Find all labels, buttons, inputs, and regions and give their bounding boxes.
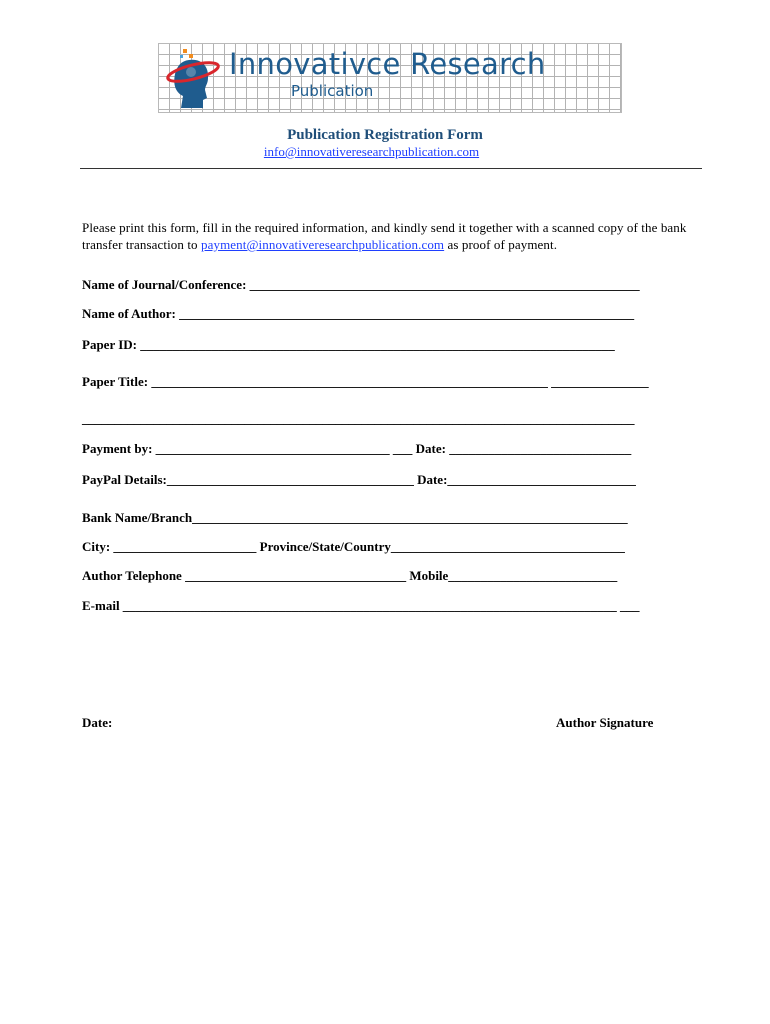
page-title: Publication Registration Form xyxy=(287,127,483,143)
city-province-field[interactable]: City: ______________________ Province/State/Country____________________________________ xyxy=(82,539,625,554)
logo-title: Innovativce Research xyxy=(229,47,546,81)
paper-title-field[interactable]: Paper Title: _____________________________________________________________ _______________ xyxy=(82,374,649,389)
signature-date-label: Date: xyxy=(82,715,113,730)
paper-id-field[interactable]: Paper ID: _________________________________________________________________________ xyxy=(82,337,615,352)
header-divider xyxy=(80,168,702,169)
email-field[interactable]: E-mail ____________________________________________________________________________ ___ xyxy=(82,598,640,613)
instructions-text-end: as proof of payment. xyxy=(444,237,558,252)
contact-email-link[interactable]: info@innovativeresearchpublication.com xyxy=(263,144,480,159)
journal-name-field[interactable]: Name of Journal/Conference: ____________________________________________________________ xyxy=(82,277,640,292)
paypal-details-field[interactable]: PayPal Details:______________________________________ Date:_____________________________ xyxy=(82,472,636,487)
bank-branch-field[interactable]: Bank Name/Branch___________________________________________________________________ xyxy=(82,510,628,525)
paper-title-continuation-line[interactable]: _____________________________________________________________________________________ xyxy=(82,411,635,426)
publisher-logo xyxy=(158,43,622,113)
payment-email-link[interactable]: payment@innovativeresearchpublication.com xyxy=(201,237,445,252)
payment-by-field[interactable]: Payment by: ____________________________________ ___ Date: ____________________________ xyxy=(82,441,632,456)
instructions-text: Please print this form, fill in the required information, and kindly send it together with a scanned copy of the bank transfer transaction to xyxy=(82,220,687,252)
author-signature-label: Author Signature xyxy=(556,715,654,730)
head-globe-icon xyxy=(163,46,223,110)
logo-subtitle: Publication xyxy=(291,82,374,100)
contact-email xyxy=(0,144,743,160)
telephone-mobile-field[interactable]: Author Telephone __________________________________ Mobile__________________________ xyxy=(82,568,618,583)
author-name-field[interactable]: Name of Author: ______________________________________________________________________ xyxy=(82,306,635,321)
instructions-paragraph xyxy=(82,219,712,253)
